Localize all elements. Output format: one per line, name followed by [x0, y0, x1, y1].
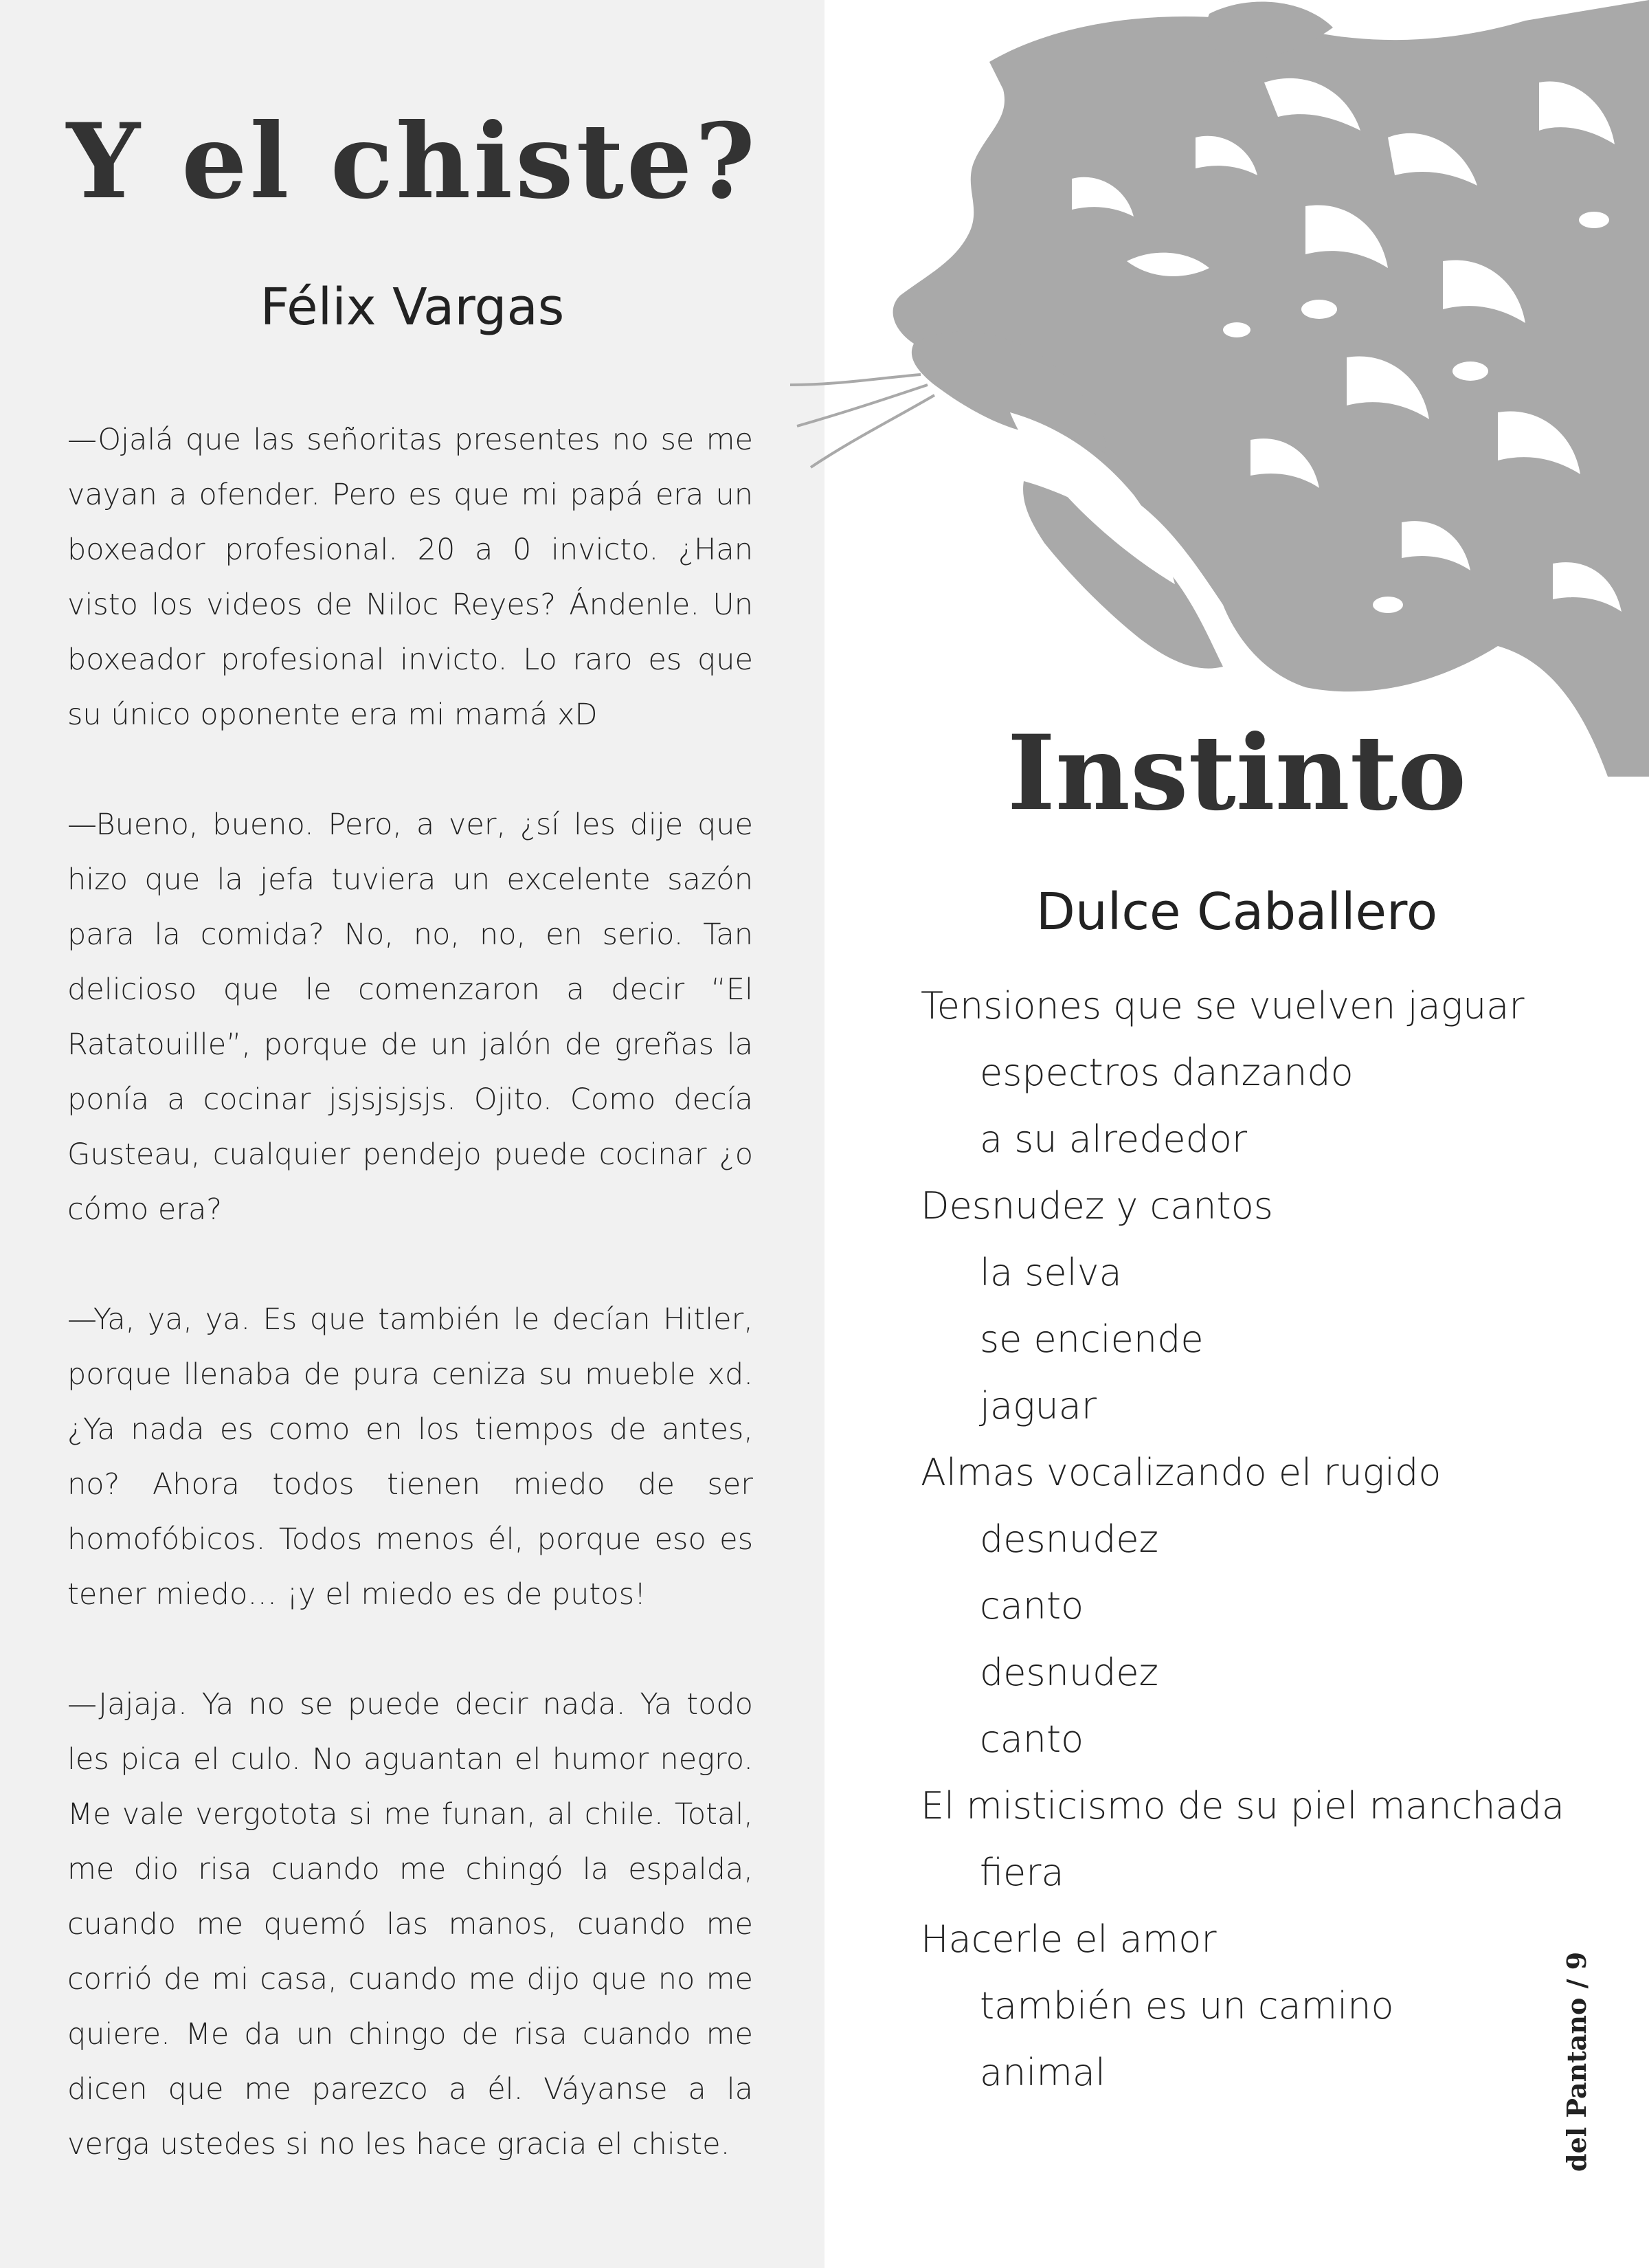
- story-title: Y el chiste?: [66, 101, 759, 222]
- poem-line: Desnudez y cantos: [921, 1184, 1273, 1227]
- story-paragraph: —Jajaja. Ya no se puede decir nada. Ya todo les pica el culo. No aguantan el humor negro. Me vale vergotota si me funan, al chile. Total, me dio risa cuando me chingó la espalda, cuando me quemó las manos, cuando me corrió de mi casa, cuando me dijo que no me quiere. Me da un chingo de risa cuando me dicen que me parezco a él. Váyanse a la verga ustedes si no les hace gracia el chiste.: [67, 1687, 753, 2161]
- poem-author: Dulce Caballero: [1035, 882, 1438, 942]
- page-folio: del Pantano / 9: [1561, 1951, 1592, 2172]
- poem-line: animal: [980, 2051, 1106, 2094]
- poem-line: canto: [980, 1584, 1084, 1627]
- poem-line: canto: [980, 1717, 1084, 1761]
- jaguar-illustration: [783, 0, 1649, 777]
- poem-line: El misticismo de su piel manchada: [921, 1784, 1564, 1827]
- poem-body: [921, 972, 1564, 2106]
- poem-line: Almas vocalizando el rugido: [921, 1451, 1442, 1494]
- poem-title: Instinto: [1007, 713, 1467, 834]
- story-paragraph: —Ya, ya, ya. Es que también le decían Hitler, porque llenaba de pura ceniza su mueble xd. ¿Ya nada es como en los tiempos de antes, no? Ahora todos tienen miedo de ser homofóbicos. Todos menos él, porque eso es tener miedo… ¡y el miedo es de putos!: [67, 1302, 753, 1612]
- poem-line: se enciende: [980, 1318, 1204, 1361]
- poem-line: fiera: [980, 1851, 1064, 1894]
- poem-line: desnudez: [980, 1651, 1158, 1694]
- poem-line: desnudez: [980, 1517, 1158, 1561]
- poem-line: también es un camino: [980, 1984, 1394, 2027]
- story-paragraph: —Ojalá que las señoritas presentes no se me vayan a ofender. Pero es que mi papá era un boxeador profesional. 20 a 0 invicto. ¿Han visto los videos de Niloc Reyes? Ándenle. Un boxeador profesional invicto. Lo raro es que su único oponente era mi mamá xD: [67, 423, 753, 732]
- story-body: [67, 412, 753, 2227]
- poem-line: Hacerle el amor: [921, 1917, 1217, 1961]
- poem-line: la selva: [980, 1251, 1122, 1294]
- story-author: Félix Vargas: [260, 278, 565, 337]
- poem-line: Tensiones que se vuelven jaguar: [921, 984, 1525, 1027]
- poem-line: espectros danzando: [980, 1051, 1354, 1094]
- poem-line: jaguar: [980, 1384, 1097, 1427]
- poem-line: a su alrededor: [980, 1118, 1248, 1161]
- story-paragraph: —Bueno, bueno. Pero, a ver, ¿sí les dije que hizo que la jefa tuviera un excelente sazón para la comida? No, no, no, en serio. Tan delicioso que le comenzaron a decir “El Ratatouille”, porque de un jalón de greñas la ponía a cocinar jsjsjsjsjs. Ojito. Como decía Gusteau, cualquier pendejo puede cocinar ¿o cómo era?: [67, 808, 753, 1227]
